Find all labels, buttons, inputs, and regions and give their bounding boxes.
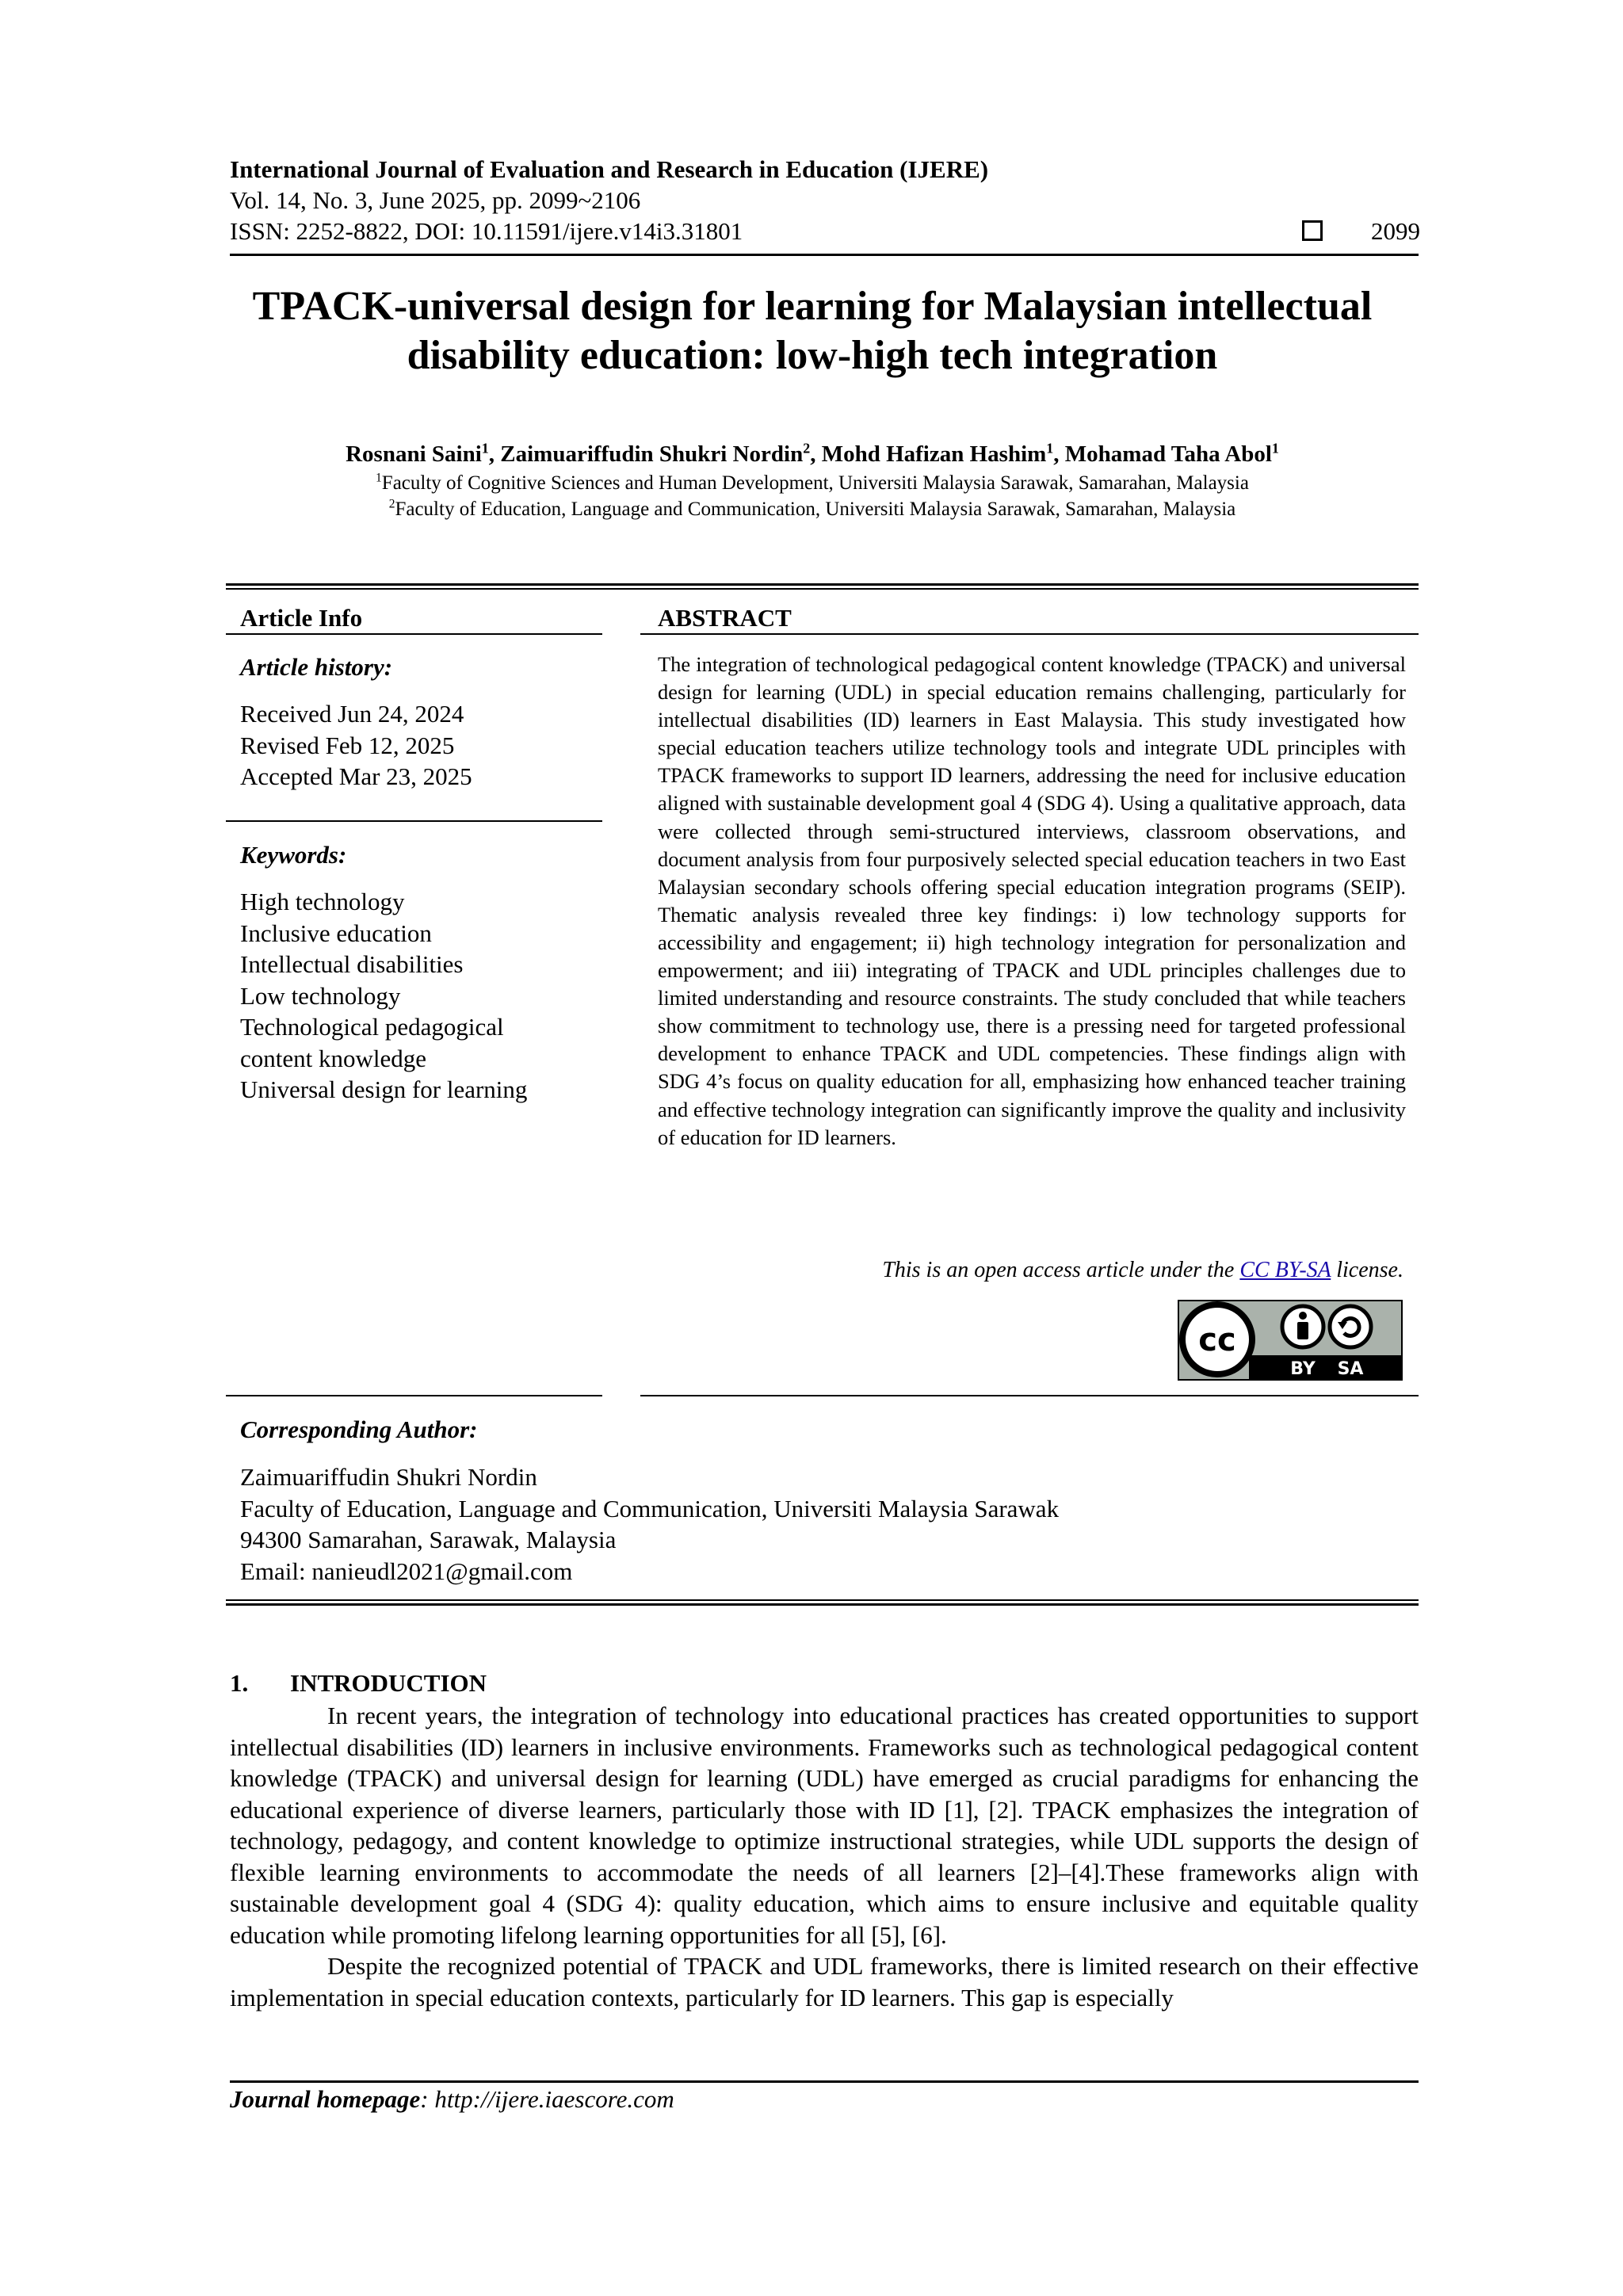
cc-sa-text: SA bbox=[1337, 1359, 1364, 1379]
abstract-text: The integration of technological pedagogical content knowledge (TPACK) and universal design for learning (UDL) in special education remains challenging, particularly for intellectual disabilities (ID) learners in East Malaysia. This study investigated how special education teachers utilize technology tools and integrate UDL principles with TPACK frameworks to support ID learners, addressing the need for inclusive education aligned with sustainable development goal 4 (SDG 4). Using a qualitative approach, data were collected through semi-structured interviews, classroom observations, and document analysis from four purposively selected special education teachers in two East Malaysian secondary schools offering special education integration programs (SEIP). Thematic analysis revealed three key findings: i) low technology supports for accessibility and engagement; ii) high technology integration for personalization and empowerment; and iii) integrating of TPACK and UDL principles challenges due to limited understanding and resource constraints. The study concluded that while teachers show commitment to technology use, there is a pressing need for targeted professional development to enhance TPACK and UDL competencies. These findings align with SDG 4’s focus on quality education for all, emphasizing how enhanced teacher training and effective technology integration can significantly improve the quality and inclusivity of education for ID learners. bbox=[658, 652, 1406, 1149]
author-name: Mohamad Taha Abol bbox=[1064, 441, 1272, 467]
author-name: Zaimuariffudin Shukri Nordin bbox=[500, 441, 804, 467]
cc-by-sa-badge[interactable] bbox=[1178, 1300, 1403, 1385]
homepage-label: Journal homepage bbox=[230, 2085, 421, 2113]
received-date: Received Jun 24, 2024 bbox=[240, 700, 464, 728]
volume-info: Vol. 14, No. 3, June 2025, pp. 2099~2106 bbox=[230, 186, 641, 214]
license-suffix: license. bbox=[1331, 1258, 1403, 1282]
keyword: Low technology bbox=[240, 981, 401, 1010]
homepage-url[interactable]: : http://ijere.iaescore.com bbox=[420, 2085, 674, 2113]
corresponding-name: Zaimuariffudin Shukri Nordin bbox=[240, 1463, 537, 1491]
footer-rule bbox=[230, 2080, 1419, 2083]
keyword: Intellectual disabilities bbox=[240, 950, 464, 978]
right-bottom-rule bbox=[640, 1395, 1419, 1396]
keyword: Universal design for learning bbox=[240, 1075, 528, 1103]
cc-license-icon bbox=[1178, 1300, 1403, 1381]
cc-by-sa-link[interactable]: CC BY-SA bbox=[1239, 1258, 1331, 1282]
keyword: High technology bbox=[240, 888, 405, 915]
license-prefix: This is an open access article under the bbox=[882, 1258, 1240, 1282]
title-line-2: disability education: low-high tech integration bbox=[407, 333, 1218, 378]
infobox-bottom-rule-2 bbox=[226, 1603, 1419, 1606]
author-list bbox=[190, 441, 1434, 468]
author-separator: , bbox=[810, 441, 822, 467]
journal-homepage bbox=[230, 2085, 674, 2114]
paragraph: Despite the recognized potential of TPACK and UDL frameworks, there is limited research on their effective implementation in special education contexts, particularly for ID learners. This gap is especially bbox=[230, 1952, 1419, 2011]
header-rule bbox=[230, 254, 1419, 256]
article-info-label: Article Info bbox=[240, 604, 363, 632]
keyword: Technological pedagogical bbox=[240, 1013, 504, 1041]
infobox-bottom-rule bbox=[226, 1599, 1419, 1601]
paragraph: In recent years, the integration of technology into educational practices has created opportunities to support intellectual disabilities (ID) learners in inclusive environments. Frameworks such as technological pedagogical content knowledge (TPACK) and universal design for learning (UDL) have emerged as crucial paradigms for enhancing the educational experience of diverse learners, particularly those with ID [1], [2]. TPACK emphasizes the integration of technology, pedagogy, and content knowledge to optimize instructional strategies, while UDL supports the design of flexible learning environments to accommodate the needs of all learners [2]–[4].These frameworks align with sustainable development goal 4 (SDG 4): quality education, which aims to ensure inclusive and equitable quality education while promoting lifelong learning opportunities for all [5], [6]. bbox=[230, 1702, 1419, 1949]
corresponding-author-label: Corresponding Author: bbox=[240, 1415, 478, 1443]
author-name: Rosnani Saini bbox=[346, 441, 482, 467]
author-affil-marker: 2 bbox=[803, 440, 811, 457]
section-number: 1. bbox=[230, 1669, 249, 1697]
section-heading-introduction bbox=[230, 1669, 487, 1698]
corresponding-address: 94300 Samarahan, Sarawak, Malaysia bbox=[240, 1526, 617, 1553]
license-statement bbox=[882, 1258, 1403, 1283]
author-affil-marker: 1 bbox=[1271, 440, 1279, 457]
section-title: INTRODUCTION bbox=[290, 1669, 487, 1697]
cc-text: cc bbox=[1198, 1322, 1236, 1358]
page-number: 2099 bbox=[1371, 217, 1420, 245]
keywords-label: Keywords: bbox=[240, 841, 347, 869]
keywords-list bbox=[240, 886, 527, 1106]
abstract-label: ABSTRACT bbox=[658, 604, 792, 632]
issn-doi: ISSN: 2252-8822, DOI: 10.11591/ijere.v14i3.31801 bbox=[230, 217, 743, 245]
affiliation-text: Faculty of Education, Language and Communication, Universiti Malaysia Sarawak, Samarahan, Malaysia bbox=[395, 499, 1236, 520]
article-history bbox=[240, 698, 472, 793]
affil-marker: 1 bbox=[376, 471, 382, 485]
introduction-body bbox=[230, 1700, 1419, 2013]
keyword: content knowledge bbox=[240, 1044, 427, 1072]
author-affil-marker: 1 bbox=[1046, 440, 1054, 457]
revised-date: Revised Feb 12, 2025 bbox=[240, 731, 455, 759]
accepted-date: Accepted Mar 23, 2025 bbox=[240, 762, 472, 790]
keyword: Inclusive education bbox=[240, 919, 432, 947]
author-affil-marker: 1 bbox=[481, 440, 489, 457]
corresponding-email[interactable]: Email: nanieudl2021@gmail.com bbox=[240, 1557, 573, 1585]
corresponding-faculty: Faculty of Education, Language and Communication, Universiti Malaysia Sarawak bbox=[240, 1494, 1060, 1522]
author-name: Mohd Hafizan Hashim bbox=[821, 441, 1047, 467]
history-rule bbox=[226, 820, 602, 822]
affiliation-1 bbox=[190, 472, 1434, 495]
square-icon bbox=[1302, 220, 1323, 241]
left-bottom-rule bbox=[226, 1395, 602, 1396]
article-history-label: Article history: bbox=[240, 653, 393, 681]
corresponding-author-details bbox=[240, 1461, 1059, 1587]
abstract-rule bbox=[640, 633, 1419, 635]
author-separator: , bbox=[488, 441, 501, 467]
title-line-1: TPACK-universal design for learning for Malaysian intellectual bbox=[252, 284, 1373, 329]
affiliation-2 bbox=[190, 499, 1434, 521]
affiliation-text: Faculty of Cognitive Sciences and Human Development, Universiti Malaysia Sarawak, Samarahan, Malaysia bbox=[381, 472, 1249, 494]
author-separator: , bbox=[1053, 441, 1065, 467]
article-info-rule bbox=[226, 633, 602, 635]
affil-marker: 2 bbox=[388, 497, 395, 511]
journal-name: International Journal of Evaluation and Research in Education (IJERE) bbox=[230, 155, 989, 183]
cc-by-text: BY bbox=[1290, 1359, 1316, 1379]
infobox-top-rule bbox=[226, 583, 1419, 586]
paper-title bbox=[206, 282, 1419, 380]
infobox-top-rule-2 bbox=[226, 588, 1419, 590]
